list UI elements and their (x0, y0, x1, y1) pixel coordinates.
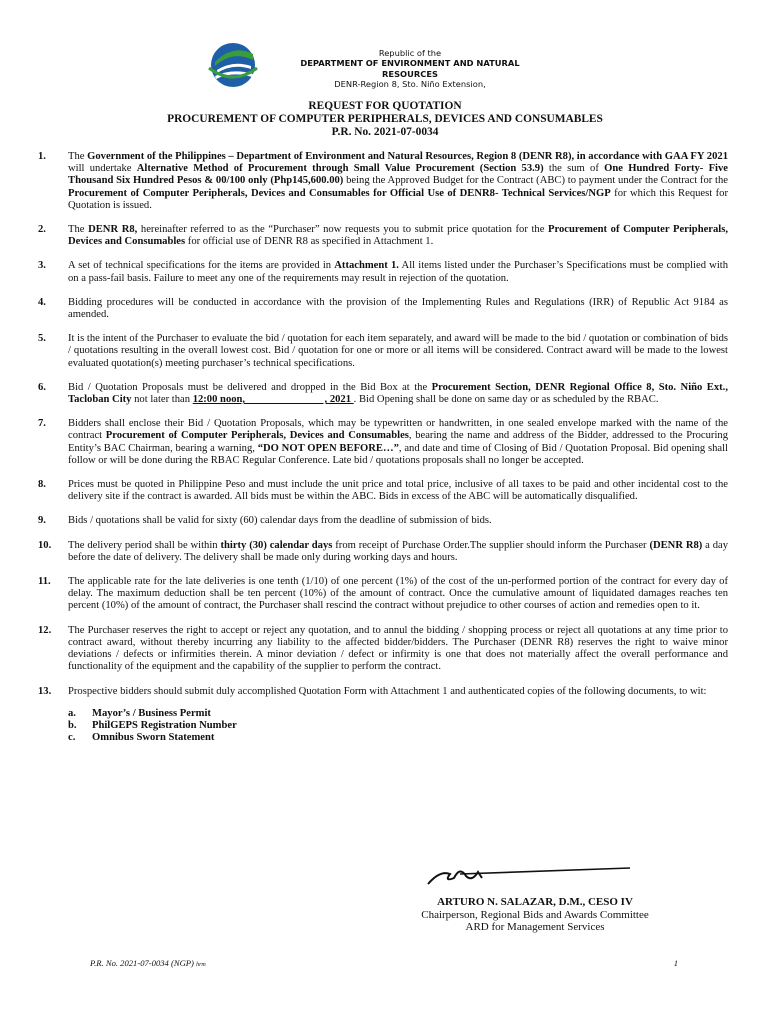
clause-2 (38, 224, 728, 248)
text-run-bold: DENR R8, (88, 224, 138, 236)
text-run: A set of technical specifications for the items are provided in (68, 260, 335, 272)
title-rfq: REQUEST FOR QUOTATION (308, 100, 462, 112)
text-run: , bearing the name and address of the Bidder, addressed to the Procuring Entity’s BAC Chairman, bearing a warning, (68, 430, 728, 454)
document-title (0, 100, 770, 139)
agency-header (270, 48, 550, 90)
denr-logo (203, 40, 263, 90)
text-run-bold: “DO NOT OPEN BEFORE…” (257, 442, 399, 454)
text-run: not later than (131, 394, 193, 406)
title-pr-number: P.R. No. 2021-07-0034 (331, 126, 439, 138)
clause-number: 8. (38, 479, 46, 491)
text-run-bold: (DENR R8) (649, 539, 703, 551)
list-item (68, 732, 728, 744)
text-run: the sum of (543, 163, 605, 175)
clause-6 (38, 382, 728, 406)
deadline-blank: 12:00 noon, , 2021 (192, 394, 354, 406)
text-run-bold: thirty (30) calendar days (220, 539, 333, 551)
clause-text (68, 260, 728, 284)
clause-text (68, 382, 728, 406)
clause-number: 12. (38, 624, 52, 636)
text-run-bold: Attachment 1. (334, 260, 399, 272)
clause-12 (38, 625, 728, 674)
text-run-bold: Government of the Philippines – Department of Environment and Natural Resources, Region 8 (DENR R8) (87, 151, 572, 162)
text-run: The (68, 224, 89, 236)
requirements-list (68, 708, 728, 745)
clause-text: Bidding procedures will be conducted in accordance with the provision of the Implementing Rules and Regulations (IRR) of Republic Act 9184 as amended. (68, 296, 728, 321)
clause-8 (38, 479, 728, 503)
footer-reference: P.R. No. 2021-07-0034 (NGP) (90, 958, 197, 968)
title-procurement: PROCUREMENT OF COMPUTER PERIPHERALS, DEVICES AND CONSUMABLES (167, 113, 603, 125)
text-run: being the Approved Budget for the Contract (ABC) to payment under the Contract for the (343, 175, 728, 187)
clause-number: 1. (38, 151, 46, 162)
list-item (68, 720, 728, 732)
text-run: will undertake (68, 163, 137, 175)
clause-text: Bids / quotations shall be valid for sixty (60) calendar days from the deadline of submission of bids. (68, 515, 492, 527)
signatory-role-1: Chairperson, Regional Bids and Awards Committee (421, 908, 649, 921)
signatory-block (390, 896, 680, 934)
department-line-1: DEPARTMENT OF ENVIRONMENT AND NATURAL (300, 58, 520, 69)
clause-number: 9. (38, 515, 46, 527)
clause-number: 7. (38, 418, 46, 430)
clause-number: 13. (38, 685, 52, 697)
list-marker: c. (68, 732, 76, 744)
footer-initials: hrm (196, 962, 206, 968)
clause-text (68, 224, 728, 248)
text-run-bold: Procurement of Computer Peripherals, Devices and Consumables for Official Use of DENR8- Technical Services/NGP (68, 187, 611, 199)
text-run: . Bid Opening shall be done on same day or as scheduled by the RBAC. (353, 394, 659, 406)
signatory-role-2: ARD for Management Services (465, 921, 605, 934)
text-run: hereinafter referred to as the “Purchaser” now requests you to submit price quotation for the (137, 224, 549, 236)
document-body (38, 151, 728, 744)
text-run: The (68, 151, 88, 162)
clause-number: 6. (38, 381, 46, 393)
text-run-bold: Procurement Section, DENR Regional Office 8, Sto. Niño Ext., Tacloban City (68, 381, 728, 406)
republic-line: Republic of the (378, 48, 442, 58)
clause-text (68, 151, 728, 212)
clause-7 (38, 418, 728, 467)
text-run-bold: Alternative Method of Procurement through Small Value Procurement (Section 53.9) (136, 163, 544, 175)
text-run: a day before the date of delivery. The delivery shall be made only during working days and hours. (68, 539, 729, 563)
list-item-text: Mayor’s / Business Permit (92, 707, 211, 719)
text-run: , and date and time of Closing of Bid / Quotation Proposal. Bid opening shall follow or will be done during the RBAC Regular Conference. Late bid / quotations proposals shall no longer be accepted. (68, 442, 728, 466)
text-run-bold: One Hundred Forty- Five Thousand Six Hundred Pesos & 00/100 only (Php145,600.00) (68, 163, 728, 187)
department-line-2: RESOURCES (382, 68, 438, 79)
list-item (68, 708, 728, 720)
region-line: DENR-Region 8, Sto. Niño Extension, (334, 79, 486, 90)
clause-13 (38, 686, 728, 698)
text-run: for which this Request for Quotation is issued. (68, 187, 728, 211)
text-run-bold: Procurement of Computer Peripherals, Devices and Consumables (68, 224, 729, 248)
clause-text (68, 540, 728, 564)
text-run: All items listed under the Purchaser’s Specifications must be complied with on a pass-fail basis. Failure to meet any one of the requirements may result in rejection of the quotation. (68, 260, 729, 284)
text-run-bold: Procurement of Computer Peripherals, Devices and Consumables (105, 430, 409, 442)
clause-number: 5. (38, 333, 46, 345)
clause-text: The applicable rate for the late deliveries is one tenth (1/10) of one percent (1%) of the cost of the un-performed portion of the contract for every day of delay. The maximum deduction shall be ten percent (10%) of the amount of contract. Once the cumulative amount of liquidated damages reaches ten percent (10%) of the amount of contract, the Purchaser shall rescind the contract without prejudice to other courses of action and remedies open to it. (68, 576, 728, 612)
text-run: for official use of DENR R8 as specified in Attachment 1. (185, 236, 434, 248)
text-run: from receipt of Purchase Order.The supplier should inform the Purchaser (332, 539, 650, 551)
page-number: 1 (673, 958, 678, 968)
clause-number: 4. (38, 296, 46, 308)
clause-1 (38, 151, 728, 212)
clause-number: 2. (38, 224, 46, 236)
text-run: Bidders shall enclose their Bid / Quotation Proposals, which may be typewritten or handwritten, in one sealed envelope marked with the name of the contract (68, 418, 728, 442)
signature (420, 860, 640, 890)
clause-5 (38, 333, 728, 370)
list-item-text: PhilGEPS Registration Number (92, 719, 237, 731)
clause-text: Prospective bidders should submit duly accomplished Quotation Form with Attachment 1 and authenticated copies of the following documents, to wit: (68, 685, 707, 697)
page-footer (90, 958, 690, 968)
text-run: The delivery period shall be within (68, 539, 221, 551)
signatory-name: ARTURO N. SALAZAR, D.M., CESO IV (437, 896, 633, 908)
clause-10 (38, 540, 728, 564)
text-run-bold: , in accordance with GAA FY 2021 (571, 151, 728, 162)
clause-9 (38, 515, 728, 527)
clause-number: 3. (38, 260, 46, 272)
clause-11 (38, 576, 728, 613)
clause-4 (38, 297, 728, 321)
clause-number: 10. (38, 539, 52, 551)
clause-text: The Purchaser reserves the right to accept or reject any quotation, and to annul the bidding / shopping process or reject all quotations at any time prior to contract award, without thereby incurring any liability to the affected bidder/bidders. The Purchaser (DENR R8) reserves the right to waive minor deviations / defects or infirmities therein. A minor deviation / defect or infirmity is one that does not materially affect the overall performance and functionality of the equipment and the capability of the supplier to perform the contract. (68, 624, 728, 673)
list-marker: b. (68, 719, 77, 731)
clause-number: 11. (38, 576, 51, 588)
clause-text (68, 418, 728, 467)
clause-3 (38, 260, 728, 284)
clause-text: Prices must be quoted in Philippine Peso and must include the unit price and total price, inclusive of all taxes to be paid and other incidental cost to the delivery site if the contract is awarded. All bids must be within the ABC. Bids in excess of the ABC will be automatically disqualified. (68, 479, 728, 503)
list-item-text: Omnibus Sworn Statement (92, 732, 215, 744)
text-run: Bid / Quotation Proposals must be delivered and dropped in the Bid Box at the (68, 381, 432, 393)
clause-text: It is the intent of the Purchaser to evaluate the bid / quotation for each item separately, and award will be made to the bid / quotation or combination of bids / quotations resulting in the overall lowest cost. Bid / quotation for one or more or all items will be considered. Contract award will be made to the lowest evaluated quotation(s) meeting purchaser’s technical specifications. (68, 333, 728, 369)
list-marker: a. (68, 707, 76, 719)
